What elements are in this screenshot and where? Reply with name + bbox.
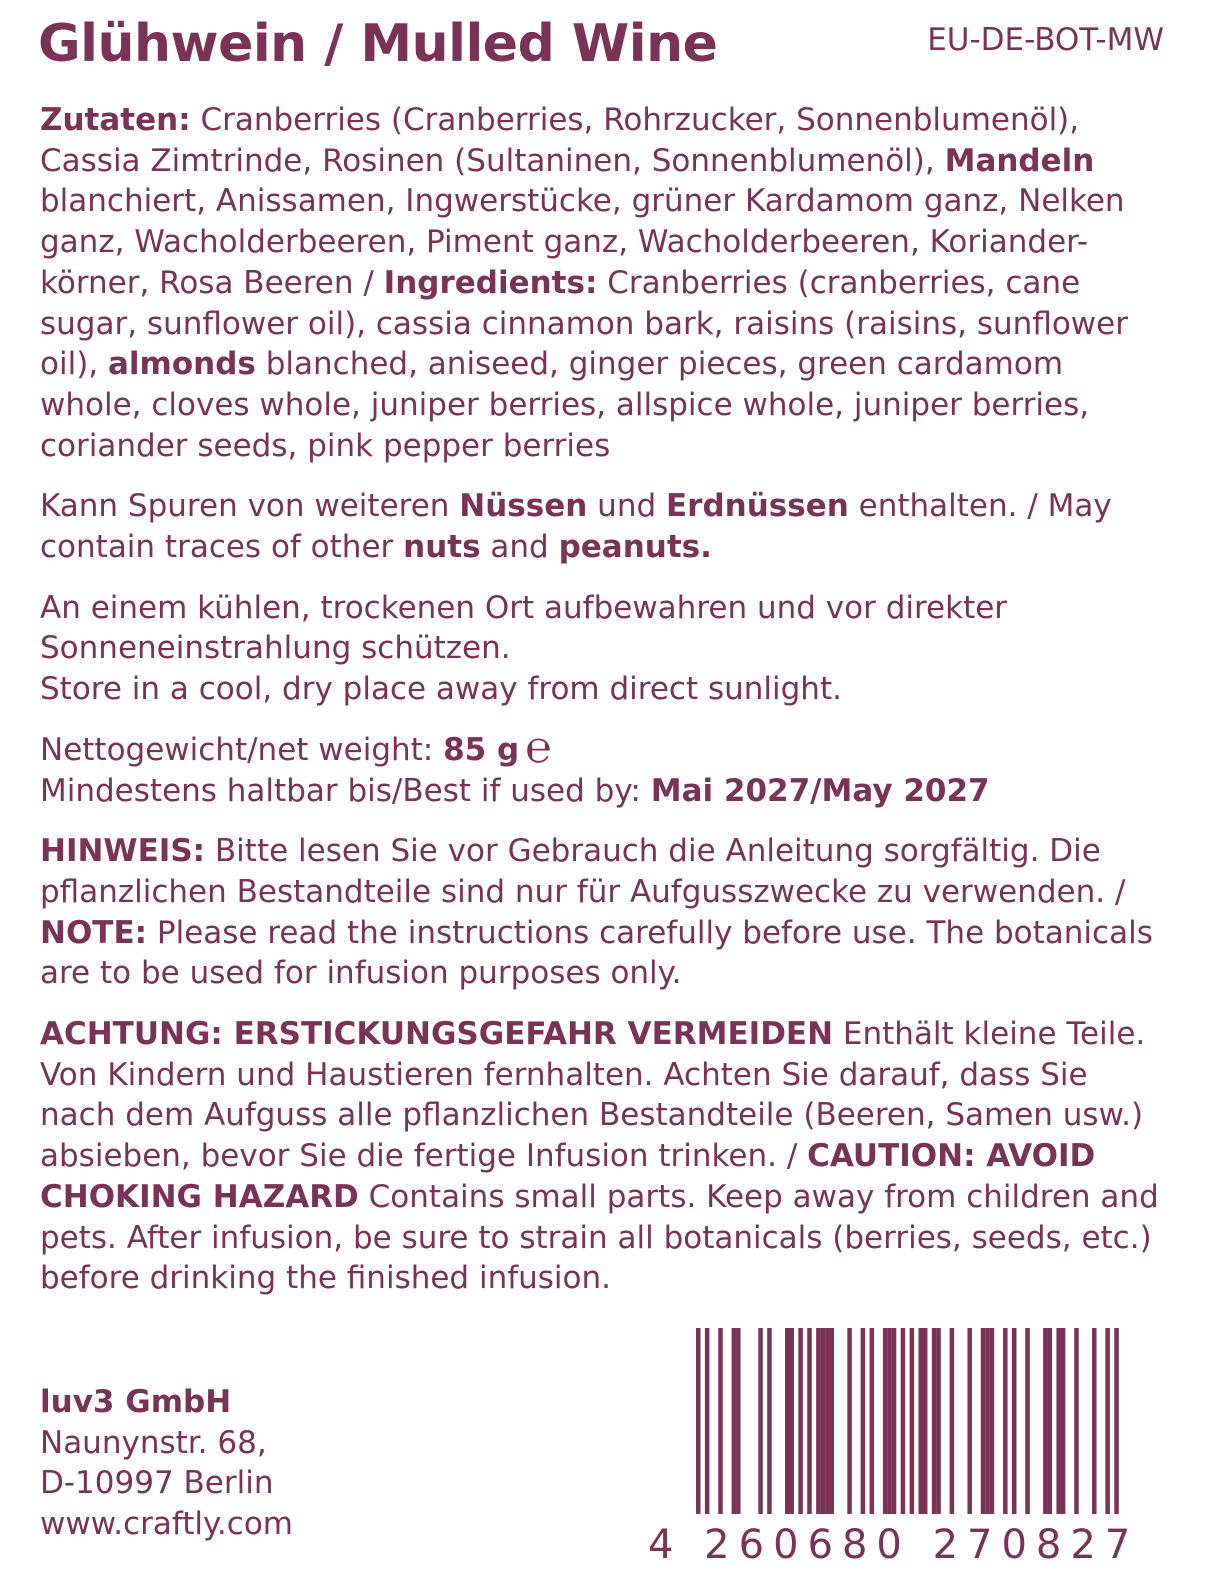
ingredients-text: blanched, aniseed, ginger pieces, green cardamom whole, cloves whole, juniper berries, allspice whole, juniper berries, coriander seeds, pink pepper berries: [40, 346, 1090, 464]
barcode-bar: [936, 1328, 941, 1514]
barcode-bar: [887, 1328, 892, 1514]
barcode-bar: [919, 1328, 924, 1514]
allergen-highlight: Mandeln: [944, 142, 1095, 179]
barcode-bar: [923, 1328, 928, 1514]
barcode-bar: [985, 1328, 990, 1514]
barcode-bar: [696, 1328, 701, 1514]
product-title: Glühwein / Mulled Wine: [38, 14, 718, 74]
barcode-bar: [901, 1328, 906, 1514]
company-street: Naunynstr. 68,: [40, 1424, 267, 1461]
barcode-bar: [1003, 1328, 1008, 1514]
barcode-bar: [807, 1328, 812, 1514]
barcode-bar: [981, 1328, 986, 1514]
warning-label-de: ACHTUNG: ERSTICKUNGSGEFAHR VERMEIDEN: [40, 1016, 834, 1053]
barcode-bar: [883, 1328, 888, 1514]
barcode-bar: [950, 1328, 955, 1514]
barcode-bar: [861, 1328, 866, 1514]
warning-label-en: CAUTION: AVOID CHOKING HAZARD: [40, 1138, 1096, 1215]
barcode-bar: [1048, 1328, 1053, 1514]
ingredients-text: blanchiert, Anissamen, Ingwerstücke, grüner Kardamom ganz, Nelken ganz, Wacholderbeeren, Piment ganz, Wacholderbeeren, Koriander-körner, Rosa Beeren /: [40, 183, 1125, 301]
barcode-bar: [910, 1328, 915, 1514]
barcode: [648, 1328, 1162, 1583]
note-paragraph: [40, 831, 1170, 994]
allergen-highlight: Nüssen: [459, 488, 588, 525]
barcode-bar: [816, 1328, 821, 1514]
best-before-value: Mai 2027/May 2027: [650, 772, 990, 809]
weight-paragraph: [40, 721, 1170, 811]
barcode-bar: [785, 1328, 790, 1514]
barcode-bar: [789, 1328, 794, 1514]
traces-text: and: [480, 529, 559, 566]
ingredients-text: Cranberries (Cranberries, Rohrzucker, Sonnenblumenöl), Cassia Zimtrinde, Rosinen (Sultaninen, Sonnenblumenöl),: [40, 102, 1080, 179]
label-content: [40, 100, 1170, 1319]
barcode-bar: [990, 1328, 995, 1514]
allergen-highlight: Erdnüssen: [666, 488, 849, 525]
ingredients-label-de: Zutaten:: [40, 102, 191, 138]
barcode-bar: [830, 1328, 835, 1514]
barcode-bar: [825, 1328, 830, 1514]
barcode-bar: [1074, 1328, 1079, 1514]
note-text: Bitte lesen Sie vor Gebrauch die Anleitung sorgfältig. Die pflanzlichen Bestandteile sind nur für Aufgusszwecke zu verwenden. /: [40, 833, 1126, 910]
ingredients-text: Cranberries (cranberries, cane sugar, sunflower oil), cassia cinnamon bark, raisins (raisins, sunflower oil),: [40, 264, 1128, 383]
warning-paragraph: [40, 1014, 1170, 1299]
company-website: www.craftly.com: [40, 1506, 293, 1543]
barcode-bar: [718, 1328, 723, 1514]
allergen-highlight: almonds: [108, 346, 256, 383]
ingredients-paragraph: [40, 100, 1170, 466]
barcode-bar: [821, 1328, 826, 1514]
barcode-bar: [1105, 1328, 1110, 1514]
note-label-de: HINWEIS:: [40, 833, 206, 870]
barcode-bar: [758, 1328, 763, 1514]
barcode-bar: [892, 1328, 897, 1514]
storage-text-en: Store in a cool, dry place away from direct sunlight.: [40, 671, 842, 708]
note-label-en: NOTE:: [40, 914, 148, 951]
barcode-bar: [932, 1328, 937, 1514]
allergen-highlight: nuts: [403, 529, 481, 566]
barcode-number: 4 260680 270827: [648, 1522, 1140, 1568]
barcode-bar: [732, 1328, 737, 1514]
net-weight-value: 85 g: [443, 731, 520, 768]
note-text: Please read the instructions carefully before use. The botanicals are to be used for infusion purposes only.: [40, 914, 1153, 992]
barcode-bar: [1114, 1328, 1119, 1514]
barcode-bar: [1056, 1328, 1061, 1514]
storage-paragraph: [40, 588, 1170, 710]
traces-paragraph: [40, 486, 1170, 567]
barcode-bar: [1061, 1328, 1066, 1514]
barcode-bar: [1012, 1328, 1017, 1514]
barcode-bar: [967, 1328, 972, 1514]
company-city: D-10997 Berlin: [40, 1465, 274, 1502]
net-weight-label: Nettogewicht/net weight:: [40, 731, 444, 768]
product-code: EU-DE-BOT-MW: [927, 22, 1164, 58]
barcode-bar: [705, 1328, 710, 1514]
traces-text: und: [587, 488, 666, 525]
warning-text: Contains small parts. Keep away from children and pets. After infusion, be sure to strain all botanicals (berries, seeds, etc.) before drinking the finished infusion.: [40, 1178, 1159, 1297]
traces-text: Kann Spuren von weiteren: [40, 488, 460, 525]
storage-text-de: An einem kühlen, trockenen Ort aufbewahren und vor direkter Sonneneinstrahlung schützen.: [40, 589, 1008, 667]
barcode-bar: [1025, 1328, 1030, 1514]
best-before-label: Mindestens haltbar bis/Best if used by:: [40, 772, 651, 809]
barcode-bar: [736, 1328, 741, 1514]
ingredients-label-en: Ingredients:: [383, 264, 598, 301]
barcode-bar: [847, 1328, 852, 1514]
estimated-sign-icon: ℮: [525, 721, 552, 773]
company-name: luv3 GmbH: [40, 1384, 232, 1420]
warning-text: Enthält kleine Teile. Von Kindern und Haustieren fernhalten. Achten Sie darauf, dass Sie nach dem Aufguss alle pflanzlichen Bestandteile (Beeren, Samen usw.) absieben, bevor Sie die fertige Infusion trinken. /: [40, 1016, 1146, 1175]
barcode-bars: [648, 1328, 1162, 1528]
barcode-bar: [767, 1328, 772, 1514]
allergen-highlight: peanuts.: [558, 529, 712, 566]
traces-text: enthalten. / May contain traces of other: [40, 488, 1112, 566]
company-address: [40, 1382, 293, 1545]
barcode-bar: [870, 1328, 875, 1514]
barcode-bar: [1043, 1328, 1048, 1514]
barcode-bar: [798, 1328, 803, 1514]
barcode-bar: [1092, 1328, 1097, 1514]
